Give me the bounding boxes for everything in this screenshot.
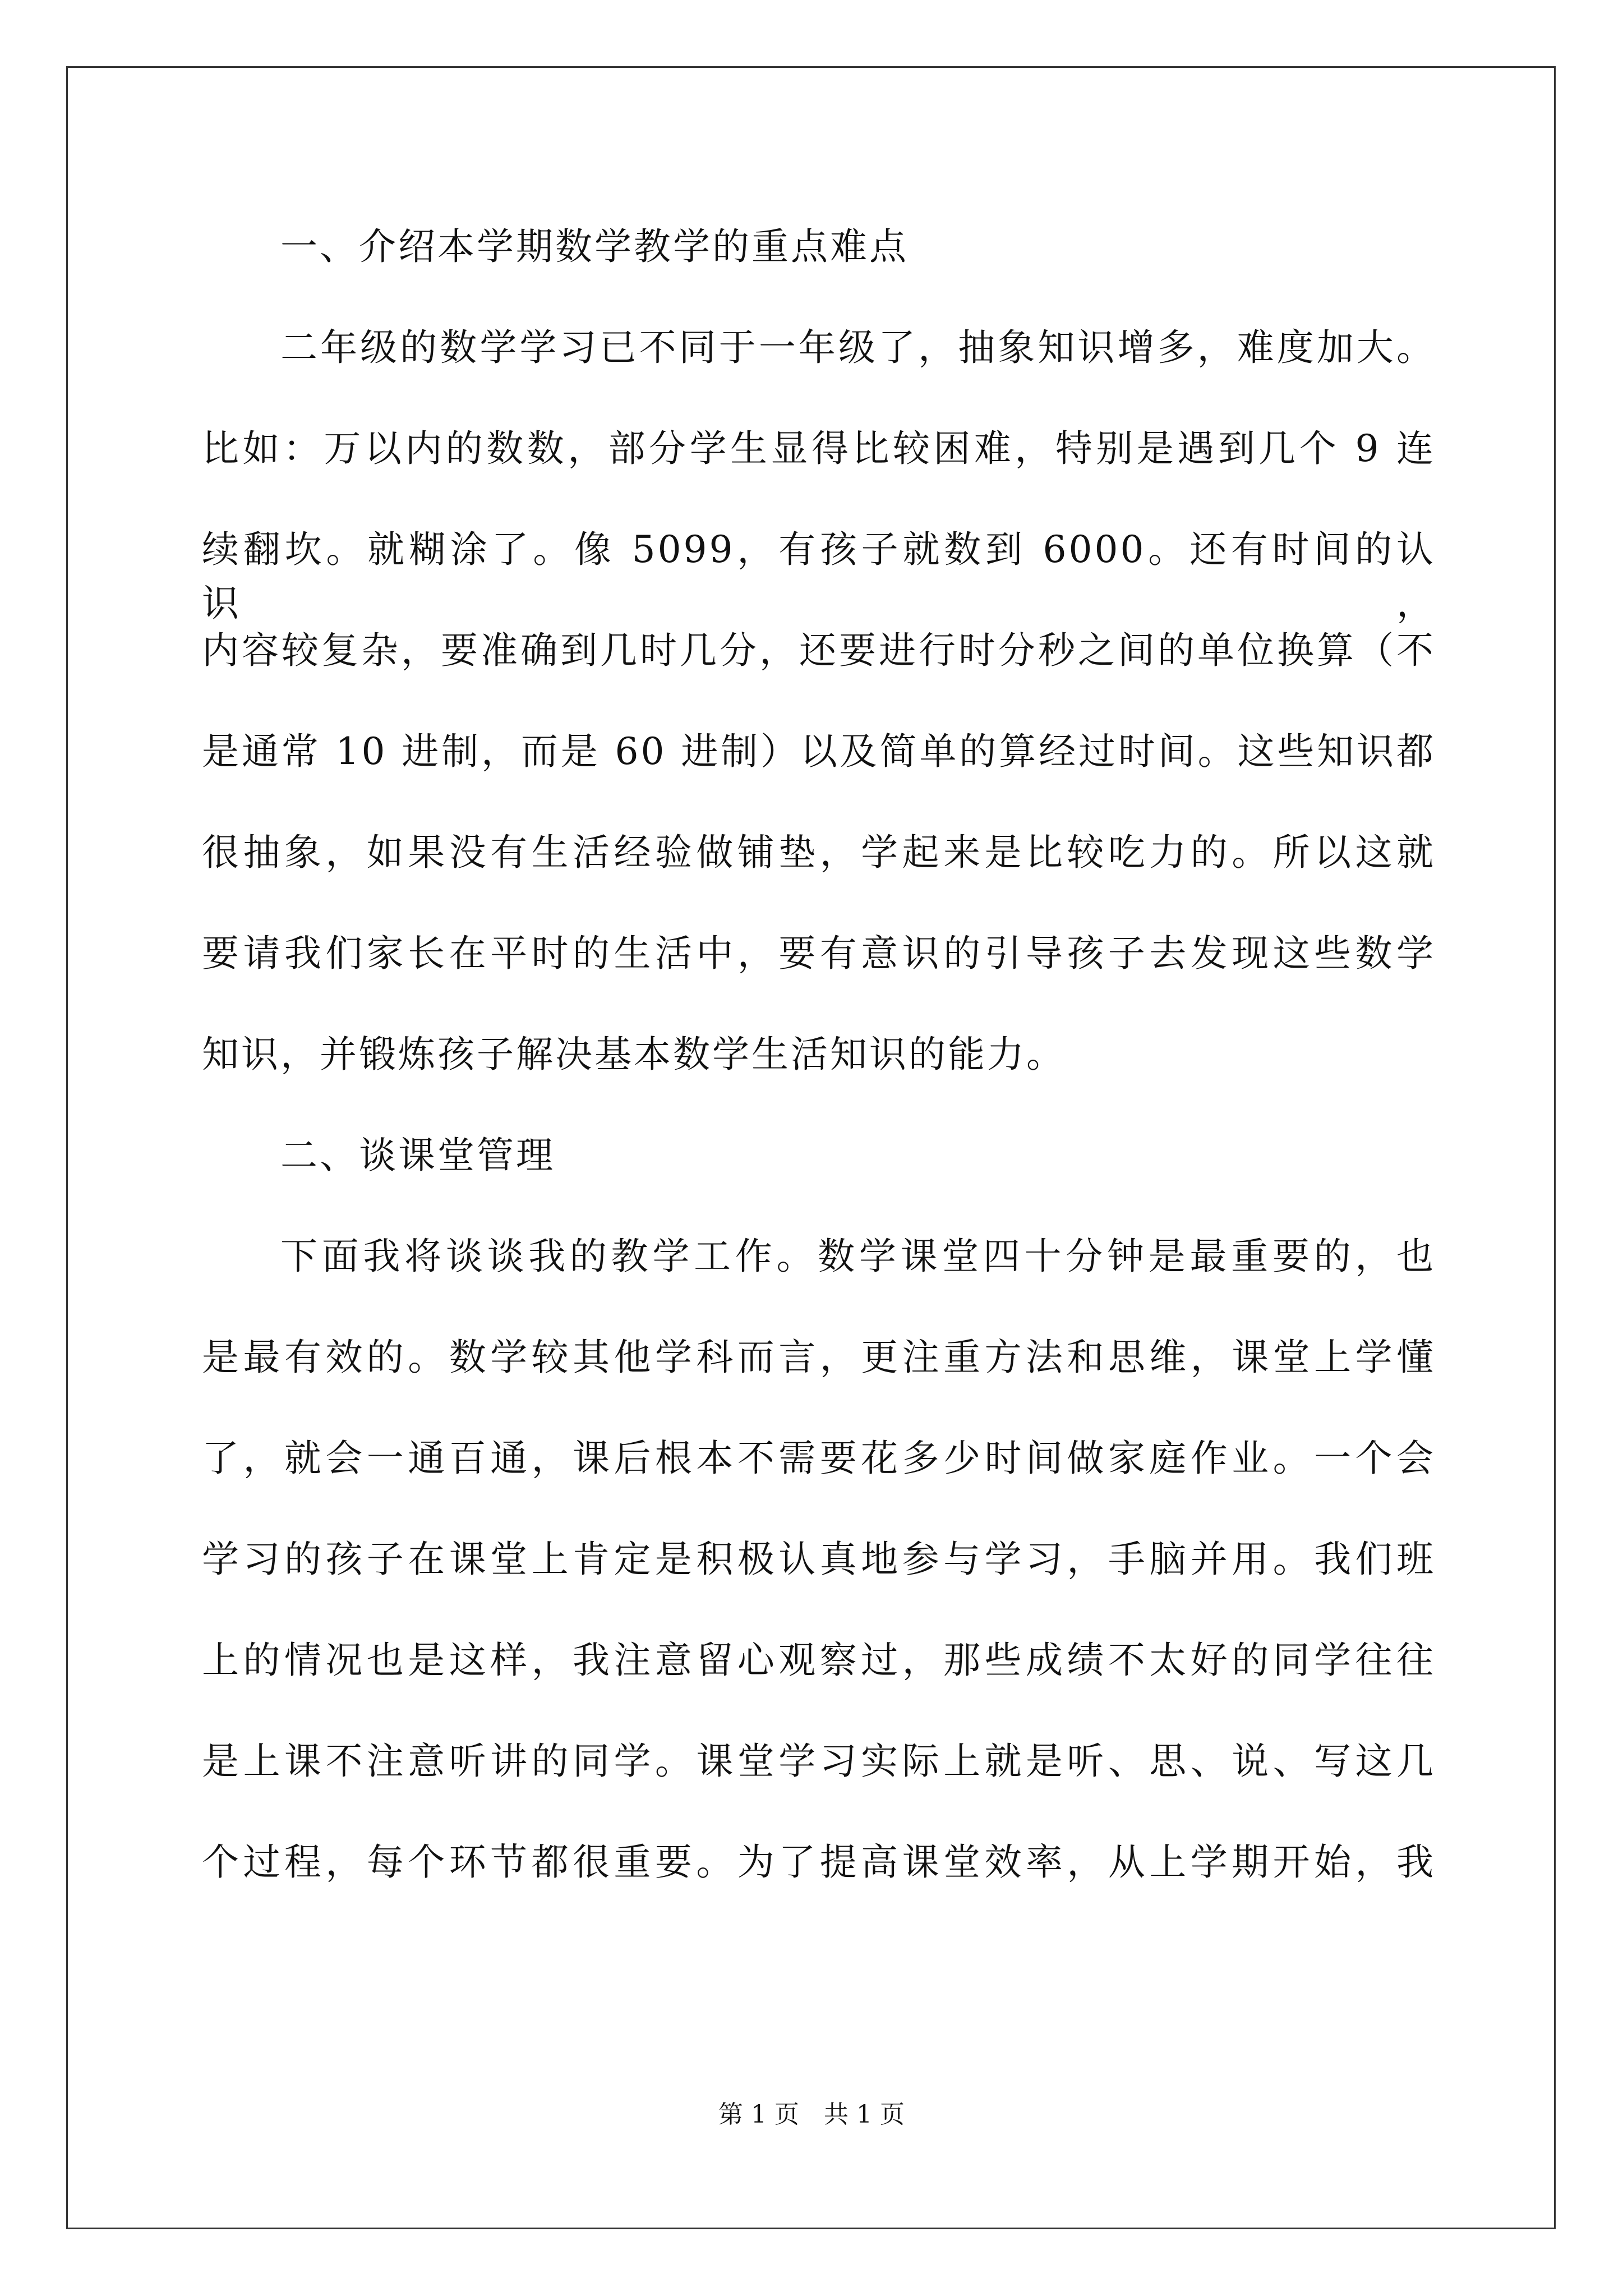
paragraph-line: 了，就会一通百通，课后根本不需要花多少时间做家庭作业。一个会 <box>202 1437 1436 1480</box>
paragraph-line: 是最有效的。数学较其他学科而言，更注重方法和思维，课堂上学懂 <box>202 1336 1436 1379</box>
paragraph-line: 续翻坎。就糊涂了。像 5099，有孩子就数到 6000。还有时间的认识， <box>202 528 1436 625</box>
paragraph-line: 个过程，每个环节都很重要。为了提高课堂效率，从上学期开始，我 <box>202 1841 1436 1884</box>
heading-1: 一、介绍本学期数学教学的重点难点 <box>280 225 909 268</box>
page-footer: 第 1 页 共 1 页 <box>718 2100 905 2129</box>
paragraph-line: 上的情况也是这样，我注意留心观察过，那些成绩不太好的同学往往 <box>202 1639 1436 1682</box>
paragraph-line: 内容较复杂，要准确到几时几分，还要进行时分秒之间的单位换算（不 <box>202 629 1436 672</box>
paragraph-line: 是上课不注意听讲的同学。课堂学习实际上就是听、思、说、写这几 <box>202 1740 1436 1783</box>
paragraph-line: 二年级的数学学习已不同于一年级了，抽象知识增多，难度加大。 <box>280 326 1436 369</box>
paragraph-line: 比如：万以内的数数，部分学生显得比较困难，特别是遇到几个 9 连 <box>202 427 1436 470</box>
paragraph-line: 要请我们家长在平时的生活中，要有意识的引导孩子去发现这些数学 <box>202 932 1436 975</box>
paragraph-line: 是通常 10 进制，而是 60 进制）以及简单的算经过时间。这些知识都 <box>202 730 1436 773</box>
heading-2: 二、谈课堂管理 <box>280 1134 555 1177</box>
paragraph-line: 很抽象，如果没有生活经验做铺垫，学起来是比较吃力的。所以这就 <box>202 831 1436 874</box>
paragraph-line: 学习的孩子在课堂上肯定是积极认真地参与学习，手脑并用。我们班 <box>202 1538 1436 1581</box>
paragraph-line: 下面我将谈谈我的教学工作。数学课堂四十分钟是最重要的，也 <box>280 1235 1436 1278</box>
paragraph-line: 知识，并锻炼孩子解决基本数学生活知识的能力。 <box>202 1033 1066 1076</box>
